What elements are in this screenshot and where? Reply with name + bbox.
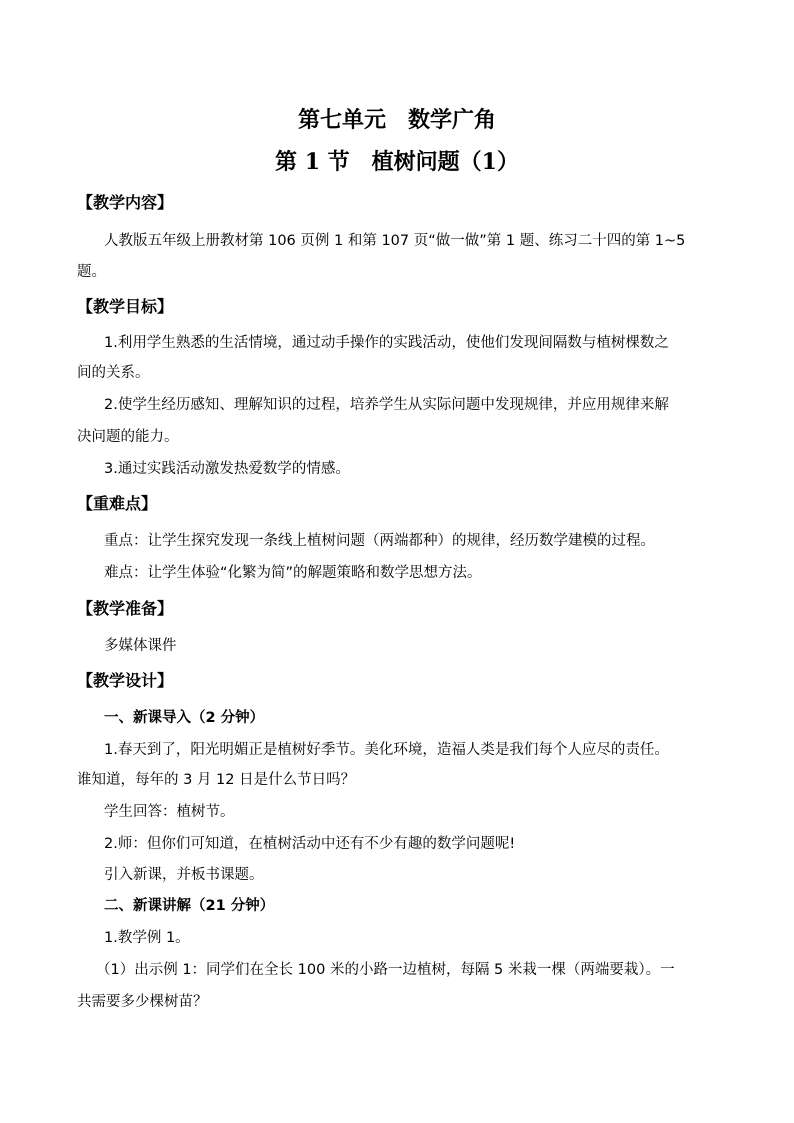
design-subheading: 二、新课讲解（21 分钟） xyxy=(104,898,275,914)
design-subheading: 一、新课导入（2 分钟） xyxy=(104,710,265,726)
section-heading-prep: 【教学准备】 xyxy=(77,599,174,618)
goal-line: 3.通过实践活动激发热爱数学的情感。 xyxy=(104,461,350,477)
content-line: 题。 xyxy=(77,264,106,280)
unit-title: 第七单元 数学广角 xyxy=(297,107,496,133)
design-line: 学生回答：植树节。 xyxy=(104,804,235,820)
lesson-title: 第 1 节 植树问题（1） xyxy=(275,149,519,175)
design-line: 引入新课，并板书课题。 xyxy=(104,867,264,883)
design-line: 1.春天到了，阳光明媚正是植树好季节。美化环境，造福人类是我们每个人应尽的责任。 xyxy=(104,742,669,758)
design-line: （1）出示例 1：同学们在全长 100 米的小路一边植树，每隔 5 米栽一棵（两端要栽）。一 xyxy=(96,962,675,978)
section-heading-design: 【教学设计】 xyxy=(77,671,174,690)
section-heading-keypoints: 【重难点】 xyxy=(77,494,158,513)
design-line: 2.师：但你们可知道，在植树活动中还有不少有趣的数学问题呢! xyxy=(104,836,516,852)
section-heading-goals: 【教学目标】 xyxy=(77,297,174,316)
section-heading-content: 【教学内容】 xyxy=(77,193,174,212)
design-line: 1.教学例 1。 xyxy=(104,930,190,946)
goal-line: 2.使学生经历感知、理解知识的过程，培养学生从实际问题中发现规律，并应用规律来解 xyxy=(104,397,669,413)
content-line: 人教版五年级上册教材第 106 页例 1 和第 107 页“做一做”第 1 题、练习二十四的第 1~5 xyxy=(104,233,686,249)
goal-line: 间的关系。 xyxy=(77,365,150,381)
keypoint-line: 难点：让学生体验“化繁为简”的解题策略和数学思想方法。 xyxy=(104,565,482,581)
design-line: 谁知道，每年的 3 月 12 日是什么节日吗？ xyxy=(77,772,356,788)
keypoint-line: 重点：让学生探究发现一条线上植树问题（两端都种）的规律，经历数学建模的过程。 xyxy=(104,533,655,549)
goal-line: 1.利用学生熟悉的生活情境，通过动手操作的实践活动，使他们发现间隔数与植树棵数之 xyxy=(104,335,669,351)
prep-line: 多媒体课件 xyxy=(104,638,177,654)
design-line: 共需要多少棵树苗？ xyxy=(77,994,208,1010)
goal-line: 决问题的能力。 xyxy=(77,429,179,445)
